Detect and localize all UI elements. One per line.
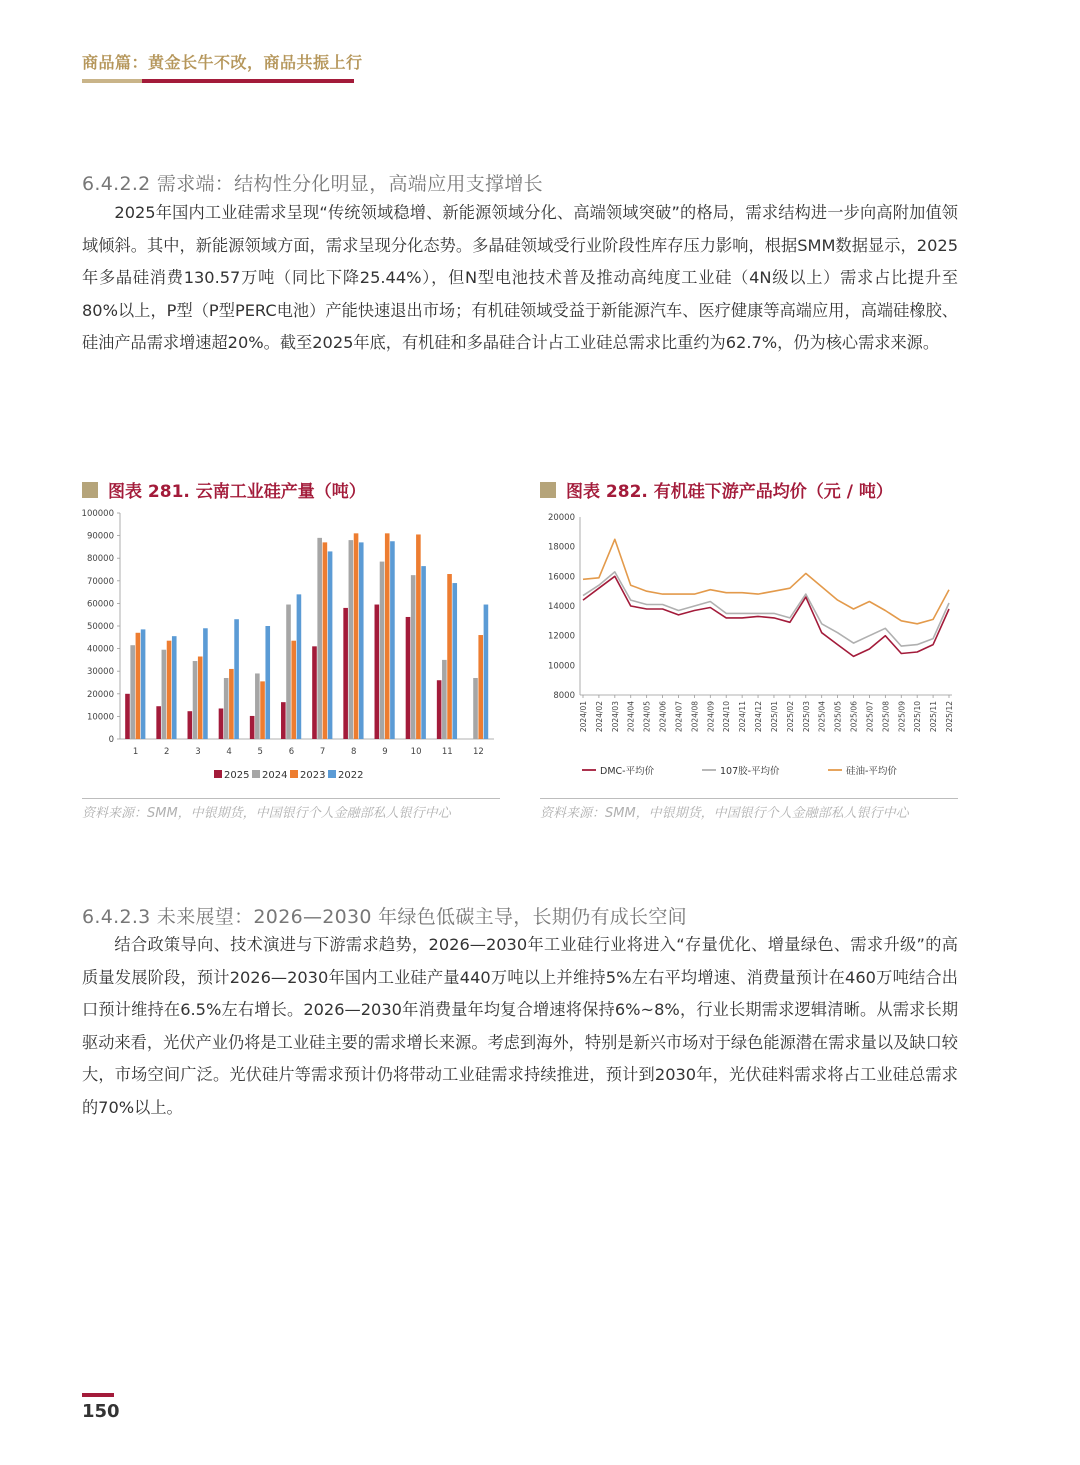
figure-marker-icon <box>540 482 556 498</box>
x-tick-label: 2024/10 <box>722 701 732 733</box>
figure-281-source: 资料来源：SMM，中银期货，中国银行个人金融部私人银行中心 <box>82 806 451 821</box>
bar-2022-5 <box>265 626 270 739</box>
y-tick-label: 70000 <box>86 576 114 587</box>
bar-2025-6 <box>281 702 286 739</box>
x-tick-label: 6 <box>288 747 295 757</box>
legend-swatch-2023 <box>290 770 298 778</box>
bar-2025-8 <box>343 608 348 739</box>
bar-2022-9 <box>390 541 395 739</box>
bar-2024-10 <box>411 575 416 739</box>
y-tick-label: 40000 <box>86 644 114 655</box>
bar-2025-11 <box>437 680 442 739</box>
bar-2024-9 <box>380 562 385 739</box>
bar-2025-9 <box>375 605 380 739</box>
bar-2024-11 <box>442 660 447 739</box>
x-tick-label: 9 <box>382 747 388 757</box>
bar-2022-11 <box>452 583 457 739</box>
bar-2024-4 <box>224 678 229 739</box>
legend-label-107胶-平均价: 107胶-平均价 <box>720 766 780 777</box>
x-tick-label: 2024/12 <box>754 701 764 733</box>
bar-2024-2 <box>162 650 167 739</box>
bar-2023-6 <box>291 641 296 739</box>
bar-2025-4 <box>219 708 224 739</box>
y-tick-label: 0 <box>108 735 114 745</box>
legend-swatch-2024 <box>252 770 260 778</box>
header-rule-red <box>142 79 354 83</box>
bar-2025-7 <box>312 646 317 739</box>
x-tick-label: 2025/05 <box>833 701 843 733</box>
y-tick-label: 80000 <box>86 554 114 565</box>
bar-2022-12 <box>484 605 489 739</box>
x-tick-label: 2 <box>164 747 170 757</box>
y-tick-label: 10000 <box>86 712 114 723</box>
running-header: 商品篇：黄金长牛不改，商品共振上行 <box>82 53 363 72</box>
x-tick-label: 12 <box>473 747 484 757</box>
y-tick-label: 100000 <box>82 509 114 519</box>
x-tick-label: 7 <box>319 747 326 757</box>
x-tick-label: 2024/08 <box>690 701 700 733</box>
bar-2023-4 <box>229 669 234 739</box>
y-tick-label: 30000 <box>86 667 114 678</box>
bar-2022-8 <box>359 542 364 739</box>
y-tick-label: 14000 <box>547 602 575 612</box>
x-tick-label: 1 <box>132 747 139 757</box>
legend-label-DMC-平均价: DMC-平均价 <box>600 766 655 777</box>
x-tick-label: 2024/06 <box>658 701 668 733</box>
bar-2023-2 <box>167 641 172 739</box>
bar-2022-3 <box>203 628 208 739</box>
x-tick-label: 2025/01 <box>769 701 779 733</box>
x-tick-label: 2024/05 <box>642 701 652 733</box>
x-tick-label: 2025/06 <box>849 701 859 733</box>
x-tick-label: 2025/10 <box>913 701 923 733</box>
x-tick-label: 11 <box>441 747 453 757</box>
bar-2023-3 <box>198 657 203 739</box>
bar-2022-6 <box>297 594 302 739</box>
bar-chart-yunnan-output <box>82 505 502 795</box>
y-tick-label: 10000 <box>547 661 575 672</box>
bar-2023-5 <box>260 681 265 739</box>
bar-2024-5 <box>255 673 260 739</box>
y-tick-label: 90000 <box>86 531 114 542</box>
section-title-outlook: 6.4.2.3 未来展望：2026—2030 年绿色低碳主导，长期仍有成长空间 <box>82 906 687 928</box>
bar-2022-2 <box>172 636 177 739</box>
y-tick-label: 50000 <box>86 622 114 632</box>
bar-2022-4 <box>234 619 239 739</box>
bar-2024-3 <box>193 661 198 739</box>
x-tick-label: 2024/01 <box>579 701 588 733</box>
bar-2025-1 <box>125 694 130 739</box>
legend-label-硅油-平均价: 硅油-平均价 <box>846 766 897 777</box>
y-tick-label: 20000 <box>86 689 114 700</box>
legend-label-2025: 2025 <box>224 770 250 781</box>
legend-label-2024: 2024 <box>262 770 288 781</box>
legend-swatch-2025 <box>214 770 222 778</box>
y-tick-label: 16000 <box>547 572 575 583</box>
bar-2023-1 <box>136 633 141 739</box>
bar-2025-10 <box>406 617 411 739</box>
bar-2024-7 <box>317 538 322 739</box>
x-tick-label: 4 <box>226 747 232 757</box>
x-tick-label: 2024/09 <box>706 701 716 733</box>
bar-2022-1 <box>141 629 146 739</box>
bar-2024-6 <box>286 605 291 739</box>
x-tick-label: 2024/02 <box>594 701 604 733</box>
source-rule-282 <box>540 798 958 799</box>
legend-swatch-2022 <box>328 770 336 778</box>
y-tick-label: 8000 <box>553 691 575 701</box>
y-tick-label: 60000 <box>86 599 114 610</box>
legend-label-2023: 2023 <box>300 770 326 781</box>
bar-2023-10 <box>416 534 421 739</box>
y-tick-label: 12000 <box>547 631 575 642</box>
figure-marker-icon <box>82 482 98 498</box>
figure-282-title <box>540 477 893 502</box>
bar-2024-1 <box>130 645 135 739</box>
x-tick-label: 2025/09 <box>897 701 907 733</box>
x-tick-label: 10 <box>410 747 422 757</box>
figure-281-title <box>82 477 366 502</box>
series-line-107胶-平均价 <box>583 572 949 646</box>
figure-282-source: 资料来源：SMM，中银期货，中国银行个人金融部私人银行中心 <box>540 806 909 821</box>
y-tick-label: 20000 <box>547 513 575 523</box>
bar-2023-8 <box>354 533 359 739</box>
bar-2022-7 <box>328 551 333 739</box>
figure-282-title-text: 图表 282. 有机硅下游产品均价（元 / 吨） <box>566 482 893 502</box>
figure-281-title-text: 图表 281. 云南工业硅产量（吨） <box>108 482 366 502</box>
legend-label-2022: 2022 <box>338 770 364 781</box>
section-title-demand: 6.4.2.2 需求端：结构性分化明显，高端应用支撑增长 <box>82 173 543 195</box>
bar-2022-10 <box>421 566 426 739</box>
bar-2025-3 <box>188 711 193 739</box>
y-tick-label: 18000 <box>547 542 575 553</box>
bar-2025-2 <box>156 706 161 739</box>
bar-2023-12 <box>478 635 483 739</box>
x-tick-label: 2025/11 <box>929 701 939 733</box>
bar-2023-9 <box>385 533 390 739</box>
page-number: 150 <box>82 1401 120 1422</box>
page-number-rule <box>82 1393 114 1397</box>
x-tick-label: 3 <box>195 747 201 757</box>
x-tick-label: 5 <box>257 747 263 757</box>
x-tick-label: 2024/03 <box>610 701 620 733</box>
x-tick-label: 8 <box>351 747 357 757</box>
bar-2023-7 <box>323 542 328 739</box>
x-tick-label: 2025/02 <box>785 701 795 733</box>
paragraph-outlook: 结合政策导向、技术演进与下游需求趋势，2026—2030年工业硅行业将进入“存量优化、增量绿色、需求升级”的高质量发展阶段，预计2026—2030年国内工业硅产量440万吨以上并维持5%左右平均增速、消费量预计在460万吨结合出口预计维持在6.5%左右增长。2026—2030年消费量年均复合增速将保持6%~8%，行业长期需求逻辑清晰。从需求长期驱动来看，光伏产业仍将是工业硅主要的需求增长来源。考虑到海外，特别是新兴市场对于绿色能源潜在需求量以及缺口较大，市场空间广泛。光伏硅片等需求预计仍将带动工业硅需求持续推进，预计到2030年，光伏硅料需求将占工业硅总需求的70%以上。 <box>82 935 958 1117</box>
x-tick-label: 2024/11 <box>738 701 748 733</box>
line-chart-silicone-prices <box>540 505 960 795</box>
x-tick-label: 2025/12 <box>945 701 954 733</box>
bar-2023-11 <box>447 574 452 739</box>
header-rule-gold <box>82 79 142 83</box>
source-rule-281 <box>82 798 500 799</box>
bar-2025-5 <box>250 716 255 739</box>
x-tick-label: 2025/08 <box>881 701 891 733</box>
x-tick-label: 2025/07 <box>865 701 875 733</box>
x-tick-label: 2024/07 <box>674 701 684 733</box>
paragraph-demand: 2025年国内工业硅需求呈现“传统领域稳增、新能源领域分化、高端领域突破”的格局，需求结构进一步向高附加值领域倾斜。其中，新能源领域方面，需求呈现分化态势。多晶硅领域受行业阶段性库存压力影响，根据SMM数据显示，2025年多晶硅消费130.57万吨（同比下降25.44%），但N型电池技术普及推动高纯度工业硅（4N级以上）需求占比提升至80%以上，P型（P型PERC电池）产能快速退出市场；有机硅领域受益于新能源汽车、医疗健康等高端应用，高端硅橡胶、硅油产品需求增速超20%。截至2025年底，有机硅和多晶硅合计占工业硅总需求比重约为62.7%，仍为核心需求来源。 <box>82 203 958 353</box>
x-tick-label: 2025/04 <box>817 701 827 733</box>
bar-2024-8 <box>349 540 354 739</box>
x-tick-label: 2024/04 <box>626 701 636 733</box>
bar-2024-12 <box>473 678 478 739</box>
x-tick-label: 2025/03 <box>801 701 811 733</box>
series-line-硅油-平均价 <box>583 539 949 624</box>
